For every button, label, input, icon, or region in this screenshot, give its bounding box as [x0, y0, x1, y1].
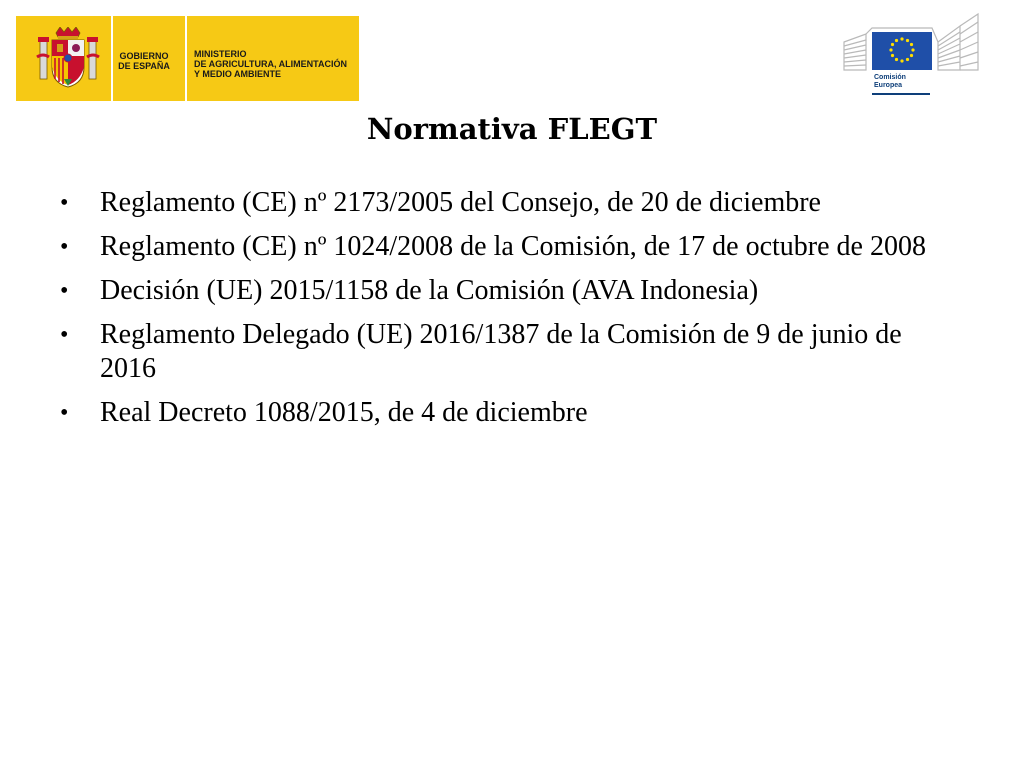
list-item-text: Decisión (UE) 2015/1158 de la Comisión (AVA Indonesia) [100, 275, 759, 306]
gobierno-line1: GOBIERNO [119, 51, 169, 61]
list-item [60, 230, 960, 264]
bullet-icon: • [60, 190, 69, 216]
gobierno-espana-logo [16, 16, 359, 101]
coat-of-arms-icon [36, 27, 100, 90]
list-item-text: Reglamento Delegado (UE) 2016/1387 de la Comisión de 9 de junio de 2016 [100, 319, 902, 384]
list-item-text: Reglamento (CE) nº 2173/2005 del Consejo, de 20 de diciembre [100, 187, 821, 218]
ec-line2: Europea [874, 82, 903, 89]
berlaymont-building-icon [842, 12, 982, 74]
gobierno-text [101, 51, 185, 71]
comision-europea-logo [842, 12, 982, 100]
ministerio-line2: DE AGRICULTURA, ALIMENTACIÓN [194, 59, 347, 69]
list-item [60, 396, 960, 430]
list-item [60, 318, 960, 386]
bullet-icon: • [60, 322, 69, 348]
ec-line1: Comisión [874, 74, 906, 81]
bullet-icon: • [60, 400, 69, 426]
list-item-text: Reglamento (CE) nº 1024/2008 de la Comisión, de 17 de octubre de 2008 [100, 231, 926, 262]
logo-divider [185, 16, 187, 101]
ministerio-text [194, 49, 356, 79]
bullet-icon: • [60, 234, 69, 260]
bullet-icon: • [60, 278, 69, 304]
bullet-list [60, 186, 960, 440]
ministerio-line1: MINISTERIO [194, 49, 247, 59]
gobierno-line2: DE ESPAÑA [118, 61, 170, 71]
list-item [60, 186, 960, 220]
list-item-text: Real Decreto 1088/2015, de 4 de diciembre [100, 397, 588, 428]
slide-title: Normativa FLEGT [366, 112, 658, 146]
ministerio-line3: Y MEDIO AMBIENTE [194, 69, 282, 79]
list-item [60, 274, 960, 308]
ec-underline [872, 93, 930, 95]
comision-europea-text [874, 74, 906, 90]
